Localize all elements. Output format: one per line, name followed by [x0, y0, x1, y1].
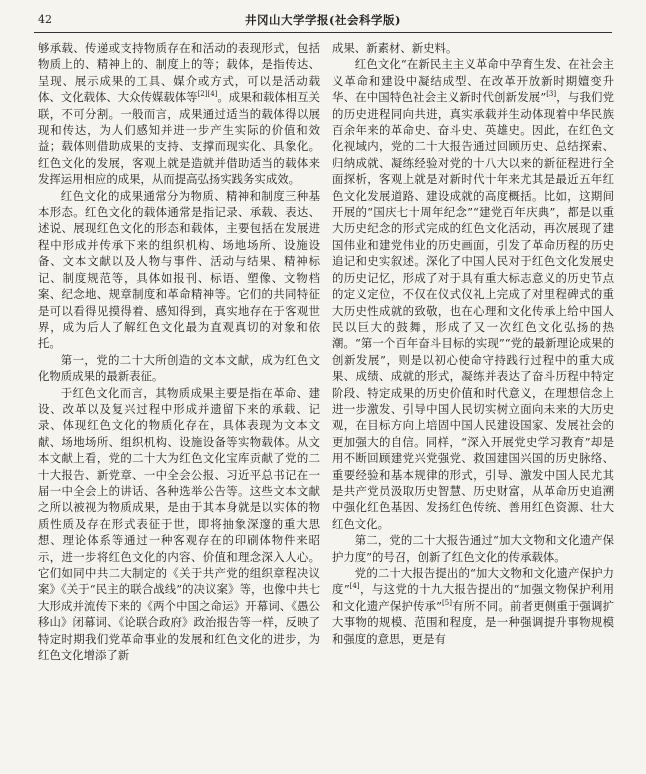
citation-ref: [5] — [442, 599, 452, 608]
journal-title: 井冈山大学学报(社会科学版) — [245, 13, 401, 27]
page-header — [34, 10, 612, 33]
citation-ref: [4] — [349, 582, 360, 591]
paragraph: 红色文化的成果通常分为物质、精神和制度三种基本形态。红色文化的载体通常是指记录、承载、表达、述说、展现红色文化的形态和载体，主要包括在发展进程中形成并传承下来的组织机构、场地场所、设施设备、文本文献以及人物与事件、活动与结果、精神标记、制度规范等，具体如报刊、标语、塑像、文物档案、纪念地、规章制度和革命精神等。它们的共同特征是可以看得见摸得着、感知得到，真实地存在于客观世界，成为后人了解红色文化最为直观真切的对象和依托。 — [38, 188, 320, 351]
paragraph: 第二，党的二十大报告通过“加大文物和文化遗产保护力度”的号召，创新了红色文化的传承载体。 — [332, 533, 614, 564]
left-column — [38, 40, 320, 663]
paragraph: 第一，党的二十大所创造的文本文献，成为红色文化物质成果的最新表征。 — [38, 352, 320, 384]
right-column — [332, 40, 614, 647]
citation-ref: [3] — [546, 90, 557, 99]
paragraph: 于红色文化而言，其物质成果主要是指在革命、建设、改革以及复兴过程中形成并遗留下来的承载、记录、体现红色文化的物质化存在，具体表现为文本文献、场地场所、组织机构、设施设备等实物载体。从文本文献上看，党的二十大为红色文化宝库贡献了党的二十大报告、新党章、一中全会公报、习近平总书记在一届一中全会上的讲话、各种选举公告等。这些文本文献之所以被视为物质成果，是由于其本身就是以实体的物质性质及存在形式表征于世，即将抽象深邃的重大思想、理论体系等通过一种客观存在的印刷体物件来昭示，进一步将红色文化的内容、价值和理念深入人心。它们如同中共二大制定的《关于共产党的组织章程决议案》《关于“民主的联合战线”的决议案》等，也像中共七大形成并流传下来的《两个中国之命运》开幕词、《愚公移山》闭幕词、《论联合政府》政治报告等一样，反映了特定时期我们党革命事业的发展和红色文化的进步，为红色文化增添了新 — [38, 385, 320, 663]
page-number: 42 — [38, 13, 52, 26]
paragraph: 红色文化“在新民主主义革命中孕育生发、在社会主义革命和建设中凝结成型、在改革开放新时期嬗变升华、在中国特色社会主义新时代创新发展”[3]，与我们党的历史进程同向共进，真实承载并生动体现着中华民族百余年来的革命史、奋斗史、英雄史。因此，在红色文化视域内，党的二十大报告通过回顾历史、总结探索、归纳成就、凝练经验对党的十八大以来的新征程进行全面探析，客观上就是对新时代十年来尤其是最近五年红色文化发展道路、建设成就的高度概括。比如，这期间开展的“国庆七十周年纪念”“建党百年庆典”，都是以重大历史纪念的形式完成的红色文化活动，再次展现了建国伟业和建党伟业的历史画面，引发了革命历程的历史追记和史实叙述。深化了中国人民对于红色文化发展史的历史记忆，形成了对于具有重大标志意义的历史节点的定义定位，不仅在仪式仪礼上完成了对里程碑式的重大历史性成就的致敬，也在心理和文化传承上给中国人民以巨大的鼓舞，形成了又一次红色文化弘扬的热潮。“第一个百年奋斗目标的实现”“党的最新理论成果的创新发展”，则是以初心使命守持践行过程中的重大成果、成绩、成就的形式，凝练并表达了奋斗历程中特定阶段、特定成果的历史价值和时代意义，在理想信念上进一步激发、引导中国人民切实树立面向未来的大历史观，在目标方向上培固中国人民建设国家、发展社会的更加强大的自信。同样，“深入开展党史学习教育”却是用不断回顾建党兴党强党、救国建国兴国的历史脉络、重要经验和基本规律的形式，引导、激发中国人民尤其是共产党员汲取历史智慧、历史财富，从革命历史追溯中强化红色基因、发扬红色传统、善用红色资源、壮大红色文化。 — [332, 57, 614, 531]
paragraph: 成果、新素材、新史料。 — [332, 41, 458, 55]
paragraph: 够承载、传递或支持物质存在和活动的表现形式，包括物质上的、精神上的、制度上的等；载体，是指传达、呈现、展示成果的工具、媒介或方式，可以是活动载体、文化载体、大众传媒载体等[2][4]。成果和载体相互关联，不可分割。一般而言，成果通过适当的载体得以展现和传达，为人们感知并进一步产生实际的价值和效益；载体则借助成果的支持、支撑而现实化、具象化。红色文化的发展，客观上就是造就并借助适当的载体来发挥运用相应的成果，从而提高弘扬实践务实成效。 — [38, 41, 320, 187]
paragraph: 党的二十大报告提出的“加大文物和文化遗产保护力度”[4]，与这党的十九大报告提出的“加强文物保护利用和文化遗产保护传承”[5]有所不同。前者更侧重于强调扩大事物的规模、范围和程度，是一种强调提升事物规模和强度的意思，更是有 — [332, 566, 615, 646]
citation-ref: [2][4] — [197, 90, 218, 99]
